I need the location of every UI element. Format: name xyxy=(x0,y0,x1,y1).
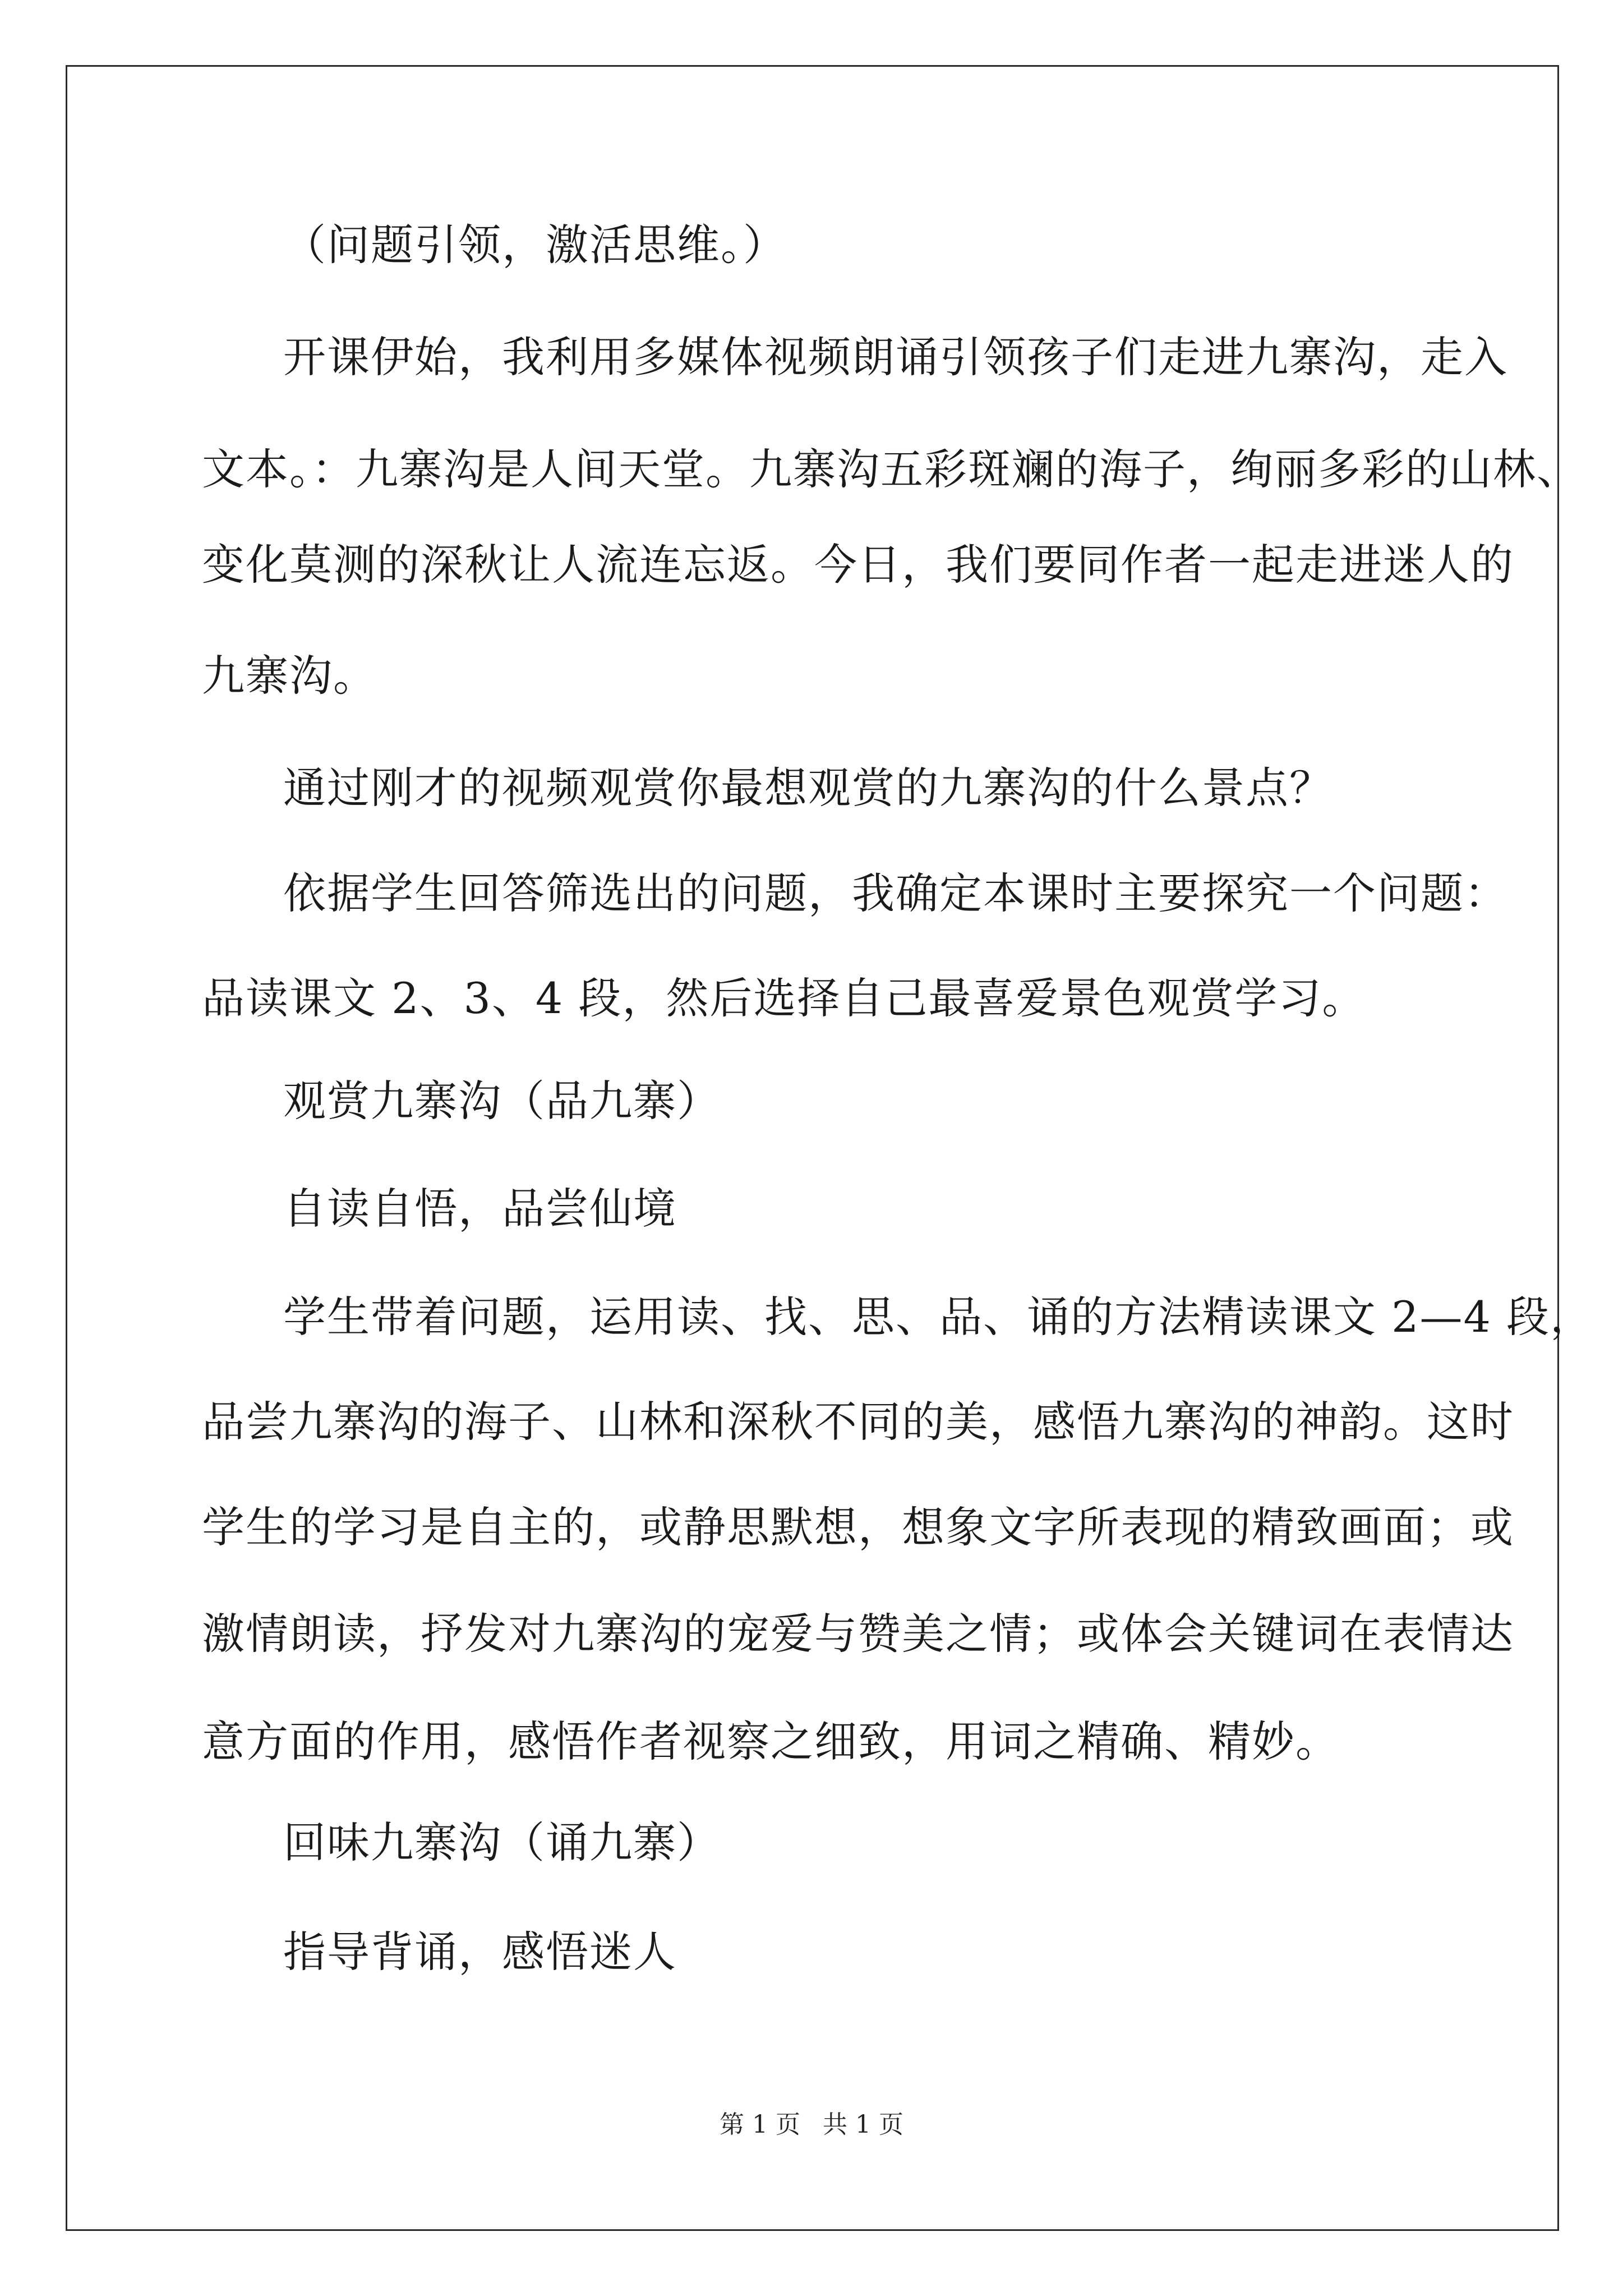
paragraph-line: 品尝九寨沟的海子、山林和深秋不同的美，感悟九寨沟的神韵。这时 xyxy=(202,1397,1514,1447)
paragraph-line: 文本。：九寨沟是人间天堂。九寨沟五彩斑斓的海子，绚丽多彩的山林、 xyxy=(202,444,1580,494)
paragraph-line: 品读课文 2、3、4 段，然后选择自己最喜爱景色观赏学习。 xyxy=(202,973,1366,1023)
paragraph-line: 开课伊始，我利用多媒体视频朗诵引领孩子们走进九寨沟，走入 xyxy=(283,332,1508,382)
paragraph-line: 学生带着问题，运用读、找、思、品、诵的方法精读课文 2—4 段， xyxy=(283,1292,1594,1342)
paragraph-line: 依据学生回答筛选出的问题，我确定本课时主要探究一个问题： xyxy=(283,868,1508,918)
page-total: 共 1 页 xyxy=(823,2110,903,2139)
paragraph-line: 意方面的作用，感悟作者视察之细致，用词之精确、精妙。 xyxy=(202,1717,1339,1766)
paragraph-line: 学生的学习是自主的，或静思默想，想象文字所表现的精致画面；或 xyxy=(202,1502,1514,1552)
page-border xyxy=(66,65,1594,2231)
subsection-heading: 指导背诵，感悟迷人 xyxy=(283,1927,677,1977)
paragraph-line: （问题引领，激活思维。） xyxy=(283,220,787,270)
page-number: 第 1 页 xyxy=(720,2110,800,2139)
paragraph-line: 变化莫测的深秋让人流连忘返。今日，我们要同作者一起走进迷人的 xyxy=(202,540,1514,590)
paragraph-line: 九寨沟。 xyxy=(202,651,377,701)
section-heading: 回味九寨沟（诵九寨） xyxy=(283,1818,721,1867)
page-footer xyxy=(0,2109,1623,2141)
subsection-heading: 自读自悟，品尝仙境 xyxy=(283,1184,677,1234)
paragraph-line: 激情朗读，抒发对九寨沟的宠爱与赞美之情；或体会关键词在表情达 xyxy=(202,1609,1514,1659)
section-heading: 观赏九寨沟（品九寨） xyxy=(283,1076,721,1126)
paragraph-line: 通过刚才的视频观赏你最想观赏的九寨沟的什么景点？ xyxy=(283,763,1333,813)
